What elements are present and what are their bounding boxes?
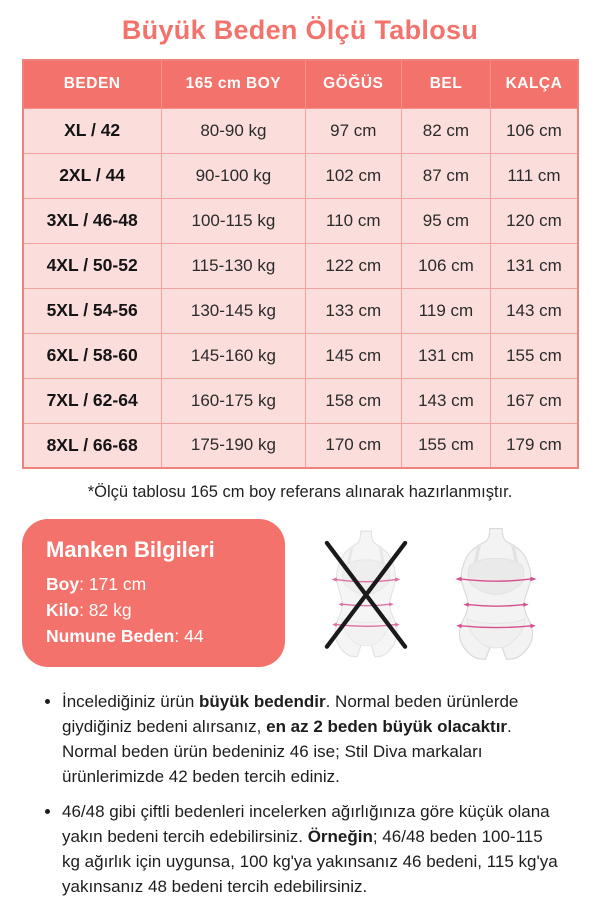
model-info-box (22, 519, 285, 668)
body-silhouette-measured (443, 520, 549, 668)
value-cell: 155 cm (491, 333, 578, 378)
size-table (22, 59, 579, 469)
size-cell: 6XL / 58-60 (23, 333, 162, 378)
value-cell: 130-145 kg (161, 288, 305, 333)
size-cell: XL / 42 (23, 108, 162, 153)
value-cell: 106 cm (491, 108, 578, 153)
model-info-field: Boy: 171 cm (46, 573, 147, 594)
value-cell: 145-160 kg (161, 333, 305, 378)
header-boy: 165 cm BOY (161, 60, 305, 108)
note-item: • 46/48 gibi çiftli bedenleri incelerken ağırlığınıza göre küçük olana yakın bedeni tercih edebilirsiniz. Örneğin; 46/48 beden 100-115 kg ağırlık için uygunsa, 100 kg'ya yakınsanız 46 bedeni, 115 kg'ya yakınsanız 48 bedeni tercih edebilirsiniz. (62, 799, 562, 899)
model-info-fields (46, 571, 261, 650)
body-shape (459, 529, 532, 660)
value-cell: 95 cm (401, 198, 491, 243)
size-cell: 2XL / 44 (23, 153, 162, 198)
header-kalca: KALÇA (491, 60, 578, 108)
notes-list (38, 689, 562, 899)
table-row (23, 333, 578, 378)
table-row (23, 378, 578, 423)
value-cell: 160-175 kg (161, 378, 305, 423)
table-row (23, 243, 578, 288)
value-cell: 133 cm (306, 288, 401, 333)
value-cell: 106 cm (401, 243, 491, 288)
size-cell: 3XL / 46-48 (23, 198, 162, 243)
size-table-header-row (23, 60, 578, 108)
header-gogus: GÖĞÜS (306, 60, 401, 108)
value-cell: 97 cm (306, 108, 401, 153)
value-cell: 102 cm (306, 153, 401, 198)
value-cell: 87 cm (401, 153, 491, 198)
value-cell: 167 cm (491, 378, 578, 423)
value-cell: 80-90 kg (161, 108, 305, 153)
model-info-field: Kilo: 82 kg (46, 599, 132, 620)
value-cell: 170 cm (306, 423, 401, 468)
value-cell: 158 cm (306, 378, 401, 423)
header-beden: BEDEN (23, 60, 162, 108)
body-silhouette-crossed (315, 521, 417, 667)
size-cell: 5XL / 54-56 (23, 288, 162, 333)
value-cell: 120 cm (491, 198, 578, 243)
table-footnote: *Ölçü tablosu 165 cm boy referans alınarak hazırlanmıştır. (87, 483, 513, 501)
table-row (23, 153, 578, 198)
table-row (23, 108, 578, 153)
value-cell: 110 cm (306, 198, 401, 243)
note-item: • İncelediğiniz ürün büyük bedendir. Normal beden ürünlerde giydiğiniz bedeni alırsanız, en az 2 beden büyük olacaktır. Normal beden ürün bedeniniz 46 ise; Stil Diva markaları ürünlerimizde 42 beden tercih ediniz. (62, 689, 562, 789)
size-cell: 7XL / 62-64 (23, 378, 162, 423)
size-cell: 8XL / 66-68 (23, 423, 162, 468)
notes-section (38, 689, 562, 899)
value-cell: 119 cm (401, 288, 491, 333)
fit-figures (285, 518, 578, 668)
table-row (23, 198, 578, 243)
value-cell: 111 cm (491, 153, 578, 198)
value-cell: 145 cm (306, 333, 401, 378)
value-cell: 179 cm (491, 423, 578, 468)
value-cell: 131 cm (491, 243, 578, 288)
table-row (23, 423, 578, 468)
value-cell: 131 cm (401, 333, 491, 378)
model-info-title: Manken Bilgileri (46, 536, 215, 562)
value-cell: 100-115 kg (161, 198, 305, 243)
table-row (23, 288, 578, 333)
model-info-field: Numune Beden: 44 (46, 626, 204, 647)
value-cell: 155 cm (401, 423, 491, 468)
header-bel: BEL (401, 60, 491, 108)
value-cell: 122 cm (306, 243, 401, 288)
value-cell: 82 cm (401, 108, 491, 153)
value-cell: 175-190 kg (161, 423, 305, 468)
size-cell: 4XL / 50-52 (23, 243, 162, 288)
value-cell: 90-100 kg (161, 153, 305, 198)
size-table-body (23, 108, 578, 468)
value-cell: 143 cm (401, 378, 491, 423)
value-cell: 115-130 kg (161, 243, 305, 288)
value-cell: 143 cm (491, 288, 578, 333)
model-info-section (22, 519, 578, 667)
page-title: Büyük Beden Ölçü Tablosu (121, 15, 479, 45)
